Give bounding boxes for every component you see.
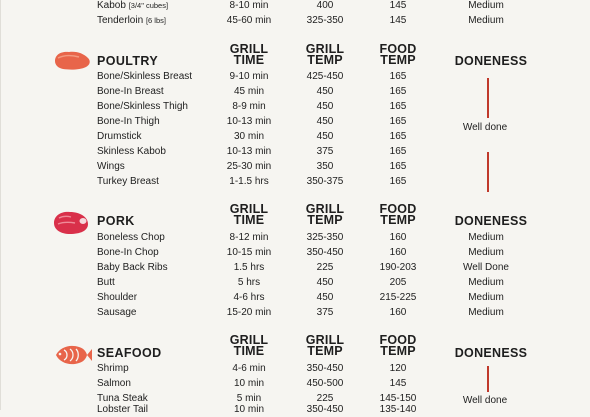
grill-temp: 450 [316,277,334,288]
table-row [0,376,590,391]
cut-name: Salmon [97,378,131,389]
cut-name: Bone/Skinless Breast [97,71,193,82]
food-temp: 165 [389,71,407,82]
table-row [0,230,590,245]
cut-name: Tenderloin [97,15,144,26]
grill-time: 5 min [236,393,262,404]
grill-time: 8-10 min [229,0,269,11]
grill-time: 25-30 min [226,161,272,172]
cut-name: Kabob [97,0,126,11]
grill-time: 5 hrs [237,277,261,288]
cut-name: Bone-In Thigh [97,116,160,127]
food-temp: 165 [389,176,407,187]
grill-temp: 450 [316,116,334,127]
doneness: Medium [468,0,504,11]
food-temp: 190-203 [379,262,417,273]
page-edge [0,0,1,410]
grill-temp: 225 [316,393,334,404]
header-doneness: DONENESS [454,214,528,228]
cut-name: Turkey Breast [97,176,159,187]
grill-time: 10-13 min [226,116,272,127]
doneness-bracket-line [487,152,489,192]
grill-temp: 450 [316,86,334,97]
doneness: Medium [468,232,504,243]
table-row [0,305,590,320]
section-title-poultry: POULTRY [97,54,159,68]
grill-temp: 325-350 [306,232,344,243]
doneness: Medium [468,292,504,303]
cut-name: Butt [97,277,115,288]
cut-name: Baby Back Ribs [97,262,168,273]
grill-temp: 350-450 [306,247,344,258]
header-food-temp: FOOD TEMP [379,333,417,358]
food-temp: 120 [389,363,407,374]
grill-temp: 350-450 [306,363,344,374]
grill-time: 10 min [233,378,264,389]
header-grill-time: GRILL TIME [229,42,269,67]
food-temp: 160 [389,247,407,258]
food-temp: 145-150 [379,393,417,404]
section-title-seafood: SEAFOOD [97,346,162,360]
doneness-well-done: Well done [462,395,508,406]
cut-name: Boneless Chop [97,232,165,243]
grill-time: 1-1.5 hrs [229,176,269,187]
food-temp: 205 [389,277,407,288]
header-doneness: DONENESS [454,54,528,68]
grill-temp: 425-450 [306,71,344,82]
header-food-temp: FOOD TEMP [379,202,417,227]
grill-temp: 375 [316,146,334,157]
grill-temp: 350-450 [306,404,344,415]
grill-temp: 450 [316,292,334,303]
grill-time: 9-10 min [229,71,269,82]
grill-temp: 450 [316,131,334,142]
grill-time: 45-60 min [226,15,272,26]
header-grill-temp: GRILL TEMP [305,202,345,227]
grill-temp: 450 [316,101,334,112]
food-temp: 165 [389,131,407,142]
table-row [0,174,590,189]
table-row [0,159,590,174]
grill-time: 10 min [233,404,264,415]
doneness: Well Done [463,262,509,273]
table-row [0,361,590,376]
cut-note: [3/4" cubes] [128,1,169,10]
table-row [0,0,590,13]
chicken-icon [52,49,92,71]
food-temp: 165 [389,161,407,172]
cut-name: Tuna Steak [97,393,148,404]
header-grill-time: GRILL TIME [229,202,269,227]
grill-time: 1.5 hrs [233,262,265,273]
grill-time: 8-12 min [229,232,269,243]
cut-name: Wings [97,161,125,172]
doneness-bracket-line [487,366,489,392]
grill-time: 10-13 min [226,146,272,157]
grill-time: 15-20 min [226,307,272,318]
cut-note: [6 lbs] [145,16,166,25]
cut-name: Shoulder [97,292,138,303]
cut-name: Bone-In Breast [97,86,164,97]
header-doneness: DONENESS [454,346,528,360]
food-temp: 165 [389,146,407,157]
grill-time: 8-9 min [232,101,266,112]
header-grill-temp: GRILL TEMP [305,42,345,67]
food-temp: 145 [389,15,407,26]
header-grill-time: GRILL TIME [229,333,269,358]
doneness: Medium [468,15,504,26]
grill-temp: 375 [316,307,334,318]
doneness: Medium [468,307,504,318]
cut-name: Sausage [97,307,137,318]
cut-name: Drumstick [97,131,142,142]
grill-temp: 350-375 [306,176,344,187]
cut-name: Bone-In Chop [97,247,159,258]
table-row [0,13,590,28]
table-row [0,260,590,275]
grill-temp: 400 [316,0,334,11]
food-temp: 165 [389,101,407,112]
grill-time: 30 min [233,131,264,142]
food-temp: 215-225 [379,292,417,303]
header-grill-temp: GRILL TEMP [305,333,345,358]
food-temp: 165 [389,86,407,97]
grill-temp: 450-500 [306,378,344,389]
doneness: Medium [468,247,504,258]
cut-name: Bone/Skinless Thigh [97,101,188,112]
table-row [0,245,590,260]
food-temp: 165 [389,116,407,127]
food-temp: 160 [389,307,407,318]
food-temp: 160 [389,232,407,243]
grill-time: 10-15 min [226,247,272,258]
doneness-well-done: Well done [462,122,508,133]
food-temp: 135-140 [379,404,417,415]
grill-time: 4-6 hrs [233,292,265,303]
grill-temp: 325-350 [306,15,344,26]
table-row [0,290,590,305]
cut-name: Shrimp [97,363,129,374]
food-temp: 145 [389,378,407,389]
grill-temp: 225 [316,262,334,273]
food-temp: 145 [389,0,407,11]
table-row [0,69,590,84]
cut-name: Lobster Tail [97,404,148,415]
header-food-temp: FOOD TEMP [379,42,417,67]
grill-time: 45 min [233,86,264,97]
table-row [0,84,590,99]
section-title-pork: PORK [97,214,135,228]
table-row [0,275,590,290]
grill-time: 4-6 min [232,363,266,374]
table-row [0,99,590,114]
grill-temp: 350 [316,161,334,172]
table-row [0,144,590,159]
cut-name: Skinless Kabob [97,146,166,157]
doneness-bracket-line [487,78,489,118]
doneness: Medium [468,277,504,288]
